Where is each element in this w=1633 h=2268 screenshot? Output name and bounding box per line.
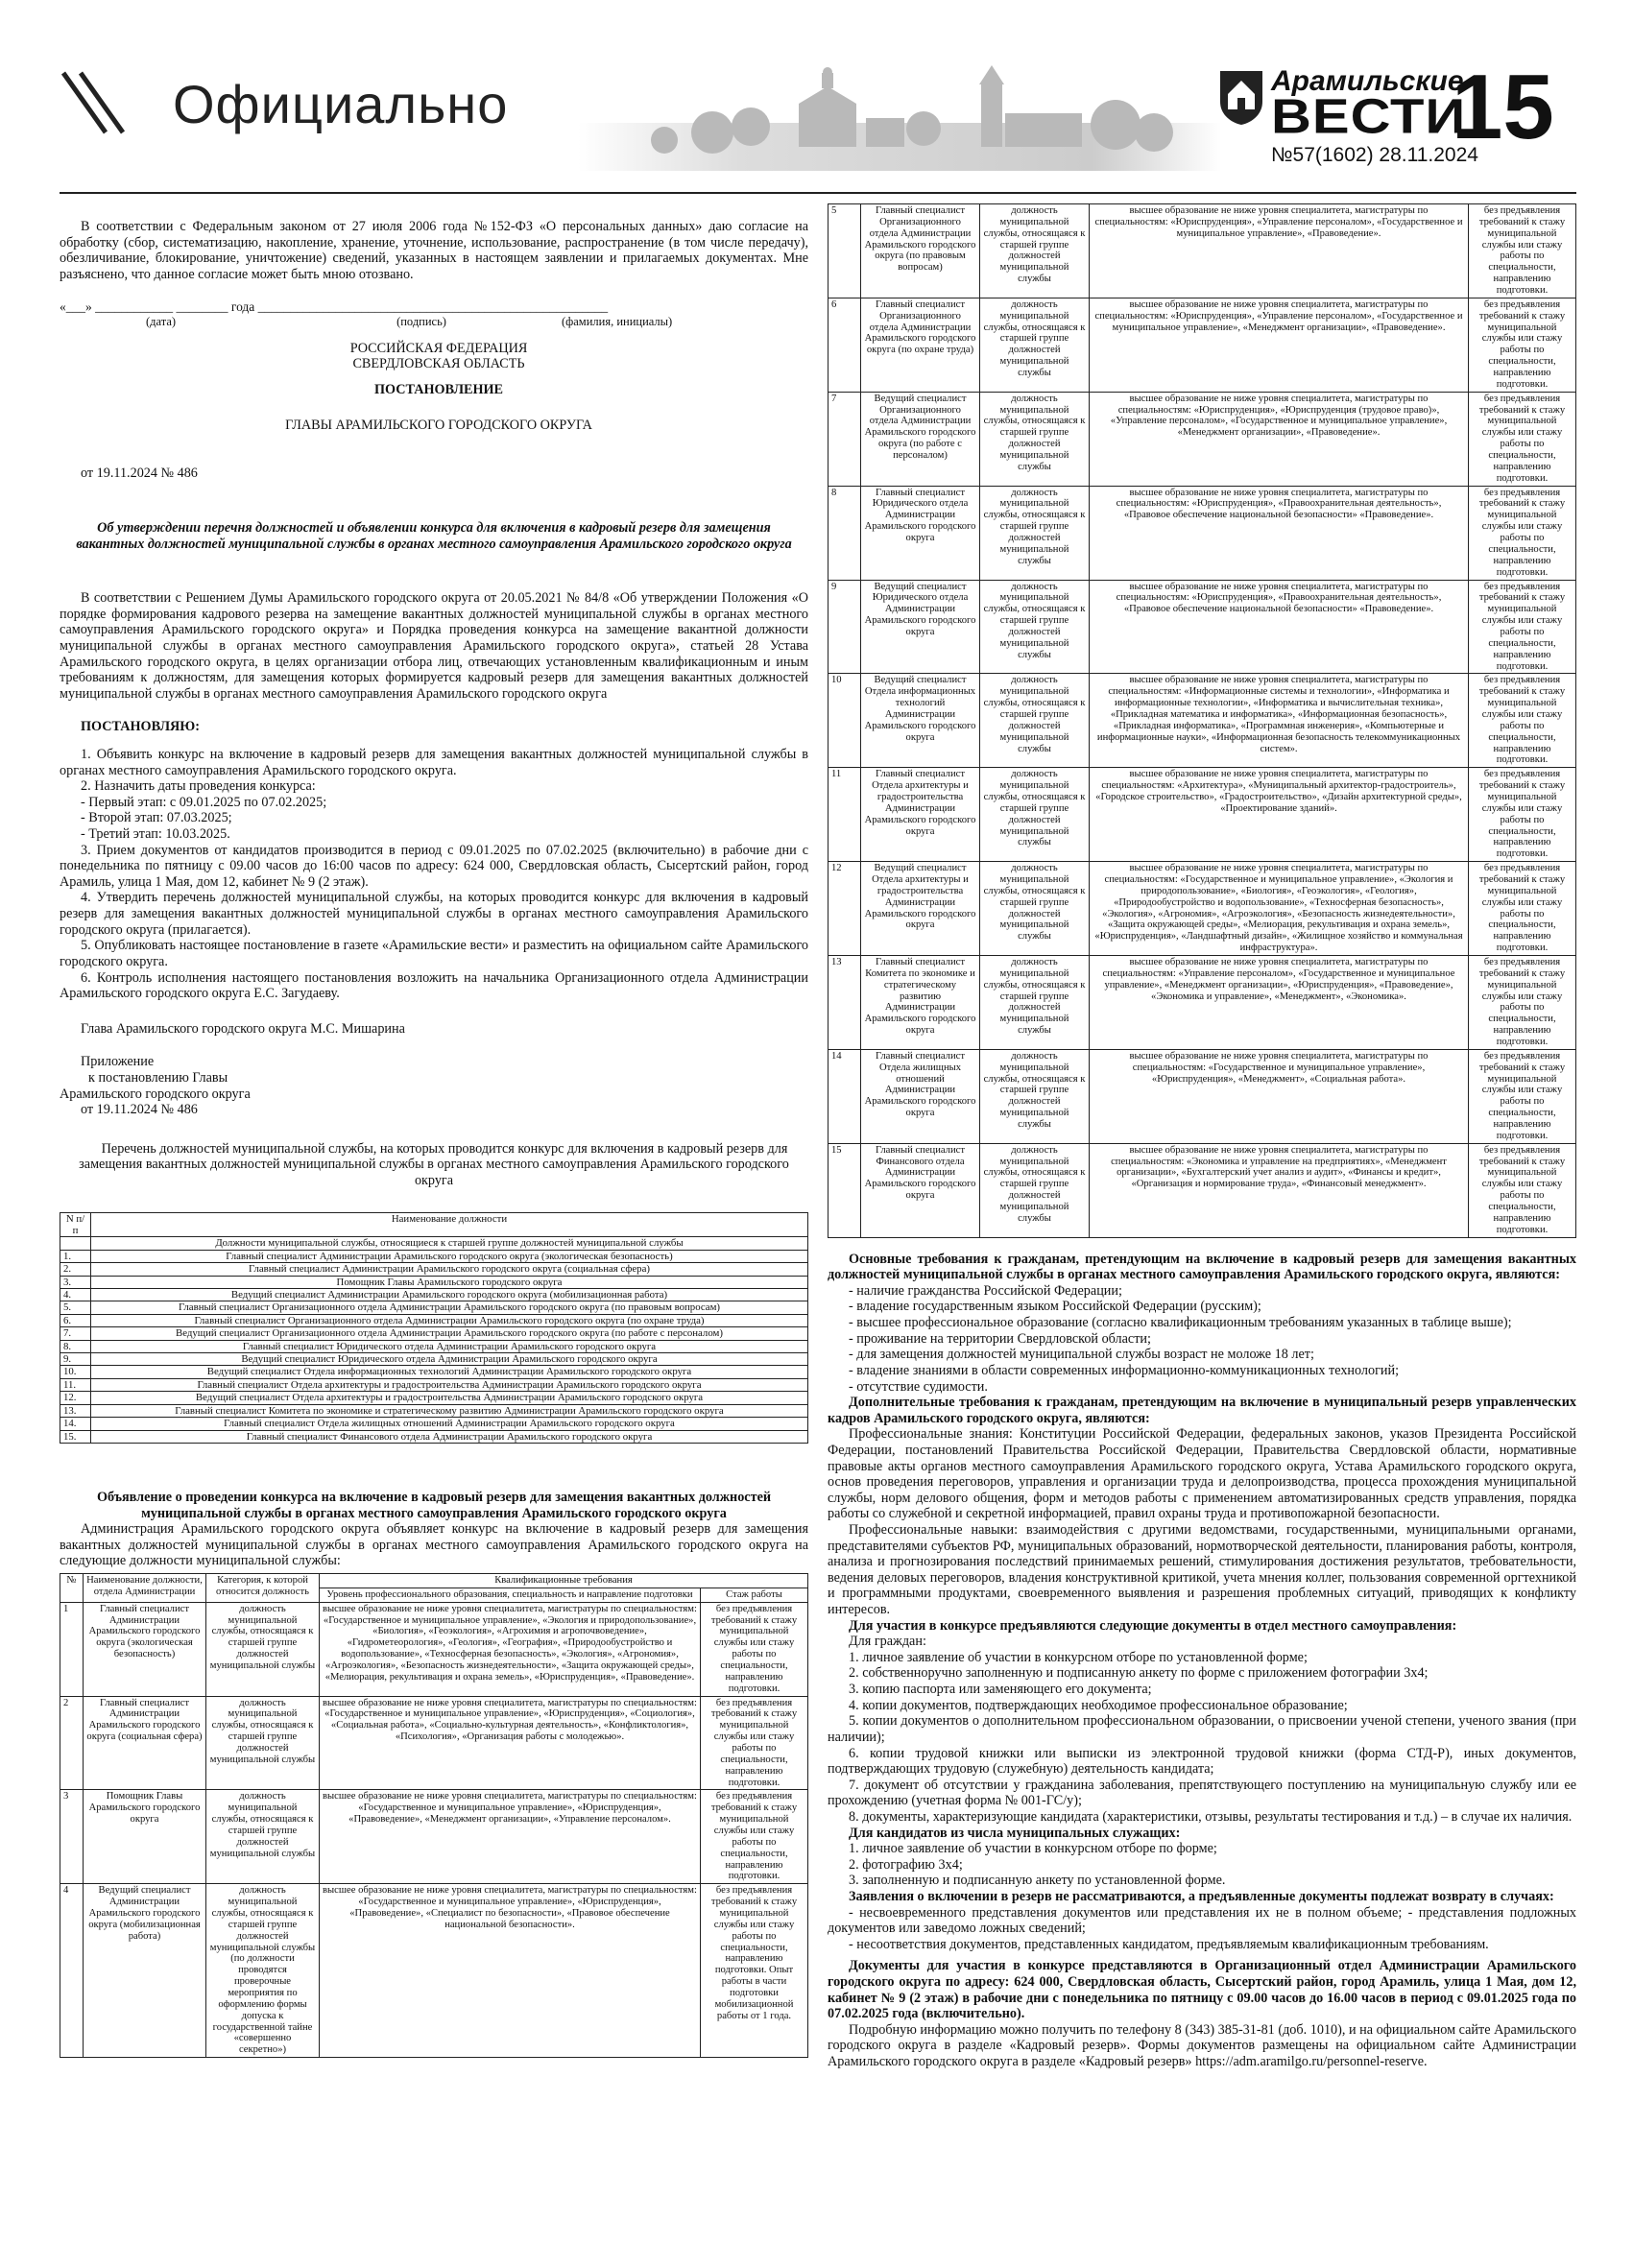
- row-num: 14.: [60, 1418, 91, 1430]
- row-experience: без предъявления требований к стажу муниципальной службы или стажу работы по специальности, направлению подготовки.: [1469, 956, 1576, 1050]
- row-position: Главный специалист Комитета по экономике и стратегическому развитию Администрации Арамильского городского округа: [861, 956, 980, 1050]
- row-education: высшее образование не ниже уровня специалитета, магистратуры по специальностям: «Информационные системы и технологии», «Информатика и информационные технологии», «Информатика и вычислительная техника», «Прикладная математика и информатика», «Информационная безопасность», «Прикладная информатика», «Программная инженерия», «Компьютерные и информационные науки», «Информационная безопасность телекоммуникационных систем».: [1090, 674, 1469, 768]
- h-num: №: [60, 1573, 84, 1602]
- row-position: Главный специалист Организационного отдела Администрации Арамильского городского округа (по правовым вопросам): [861, 204, 980, 298]
- row-education: высшее образование не ниже уровня специалитета, магистратуры по специальностям: «Государственное и муниципальное управление», «Юриспруденция», «Менеджмент», «Социальная работа».: [1090, 1049, 1469, 1143]
- basic-list: [828, 1283, 1576, 1395]
- appendix-line: Арамильского городского округа: [60, 1086, 251, 1102]
- appendix-line: от 19.11.2024 № 486: [81, 1102, 198, 1118]
- list-item: - несоответствия документов, представленных кандидатом, предъявляемым квалификационным требованиям.: [849, 1936, 1489, 1952]
- row-name: Главный специалист Отдела жилищных отношений Администрации Арамильского городского округа: [91, 1418, 808, 1430]
- table-row: [829, 674, 1576, 768]
- table-group-row: [60, 1237, 808, 1250]
- row-num: 14: [829, 1049, 861, 1143]
- masthead: [60, 46, 1576, 166]
- row-num: 5: [829, 204, 861, 298]
- h-exp: Стаж работы: [701, 1588, 808, 1602]
- decree-item: - Первый этап: с 09.01.2025 по 07.02.2025;: [81, 794, 327, 810]
- row-name: Главный специалист Организационного отдела Администрации Арамильского городского округа (по охране труда): [91, 1314, 808, 1326]
- row-num: 13.: [60, 1404, 91, 1417]
- table-row: [60, 1884, 808, 2058]
- table-header-row: [60, 1212, 808, 1237]
- row-category: должность муниципальной службы, относящаяся к старшей группе должностей муниципальной службы: [980, 298, 1090, 392]
- docs-title: Для участия в конкурсе предъявляются следующие документы в отдел местного самоуправления:: [849, 1617, 1457, 1634]
- row-num: 12: [829, 862, 861, 956]
- reject-title: Заявления о включении в резерв не рассматриваются, а предъявленные документы подлежат возврату в случаях:: [849, 1889, 1554, 1904]
- positions-table: [60, 1212, 808, 1444]
- table-row: [60, 1378, 808, 1391]
- slash-marks-icon: [60, 69, 127, 136]
- row-experience: без предъявления требований к стажу муниципальной службы или стажу работы по специальности, направлению подготовки.: [701, 1602, 808, 1696]
- row-num: 7: [829, 392, 861, 486]
- requirements-table-left: [60, 1573, 808, 2058]
- appendix: [60, 1054, 808, 1117]
- row-category: должность муниципальной службы, относящаяся к старшей группе должностей муниципальной службы: [980, 674, 1090, 768]
- row-name: Главный специалист Финансового отдела Администрации Арамильского городского округа: [91, 1430, 808, 1443]
- decree-item: 3. Прием документов от кандидатов производится в период с 09.01.2025 по 07.02.2025 (включительно) в рабочие дни с понедельника по пятницу с 09.00 часов до 16:00 часов по адресу: 624 000, Свердловская область, Сысертский район, город Арамиль, улица 1 Мая, дом 12, кабинет № 9 (2 этаж).: [60, 842, 808, 890]
- section-title: Официально: [173, 74, 509, 134]
- consent-text: В соответствии с Федеральным законом от 27 июля 2006 года №152-ФЗ «О персональных данных» даю согласие на обработку (сбор, систематизацию, накопление, хранение, уточнение, использование, распространение (в том числе передачу), обезличивание, блокирование, уничтожение) сведений, указанных в настоящем заявлении и прилагаемых документах. Мне разъяснено, что данное согласие может быть мною отозвано.: [60, 219, 808, 282]
- row-category: должность муниципальной службы, относящаяся к старшей группе должностей муниципальной службы: [980, 1049, 1090, 1143]
- row-name: Ведущий специалист Отдела архитектуры и градостроительства Администрации Арамильского городского округа: [91, 1392, 808, 1404]
- table-row: [60, 1289, 808, 1301]
- decree-item: - Третий этап: 10.03.2025.: [81, 826, 230, 843]
- table-row: [60, 1327, 808, 1340]
- signature: Глава Арамильского городского округа М.С. Мишарина: [81, 1020, 405, 1037]
- citizens-label: Для граждан:: [849, 1634, 926, 1650]
- list-item: 5. копии документов о дополнительном профессиональном образовании, о присвоении ученой степени, ученого звания (при наличии);: [828, 1713, 1576, 1745]
- decree-head: [60, 341, 693, 433]
- row-num: 5.: [60, 1301, 91, 1314]
- row-category: должность муниципальной службы, относящаяся к старшей группе должностей муниципальной службы: [980, 956, 1090, 1050]
- row-category: должность муниципальной службы, относящаяся к старшей группе должностей муниципальной службы: [206, 1696, 320, 1790]
- officials-list: [828, 1841, 1576, 1889]
- requirements-table-right: [828, 203, 1576, 1238]
- row-position: Ведущий специалист Отдела архитектуры и градостроительства Администрации Арамильского городского округа: [861, 862, 980, 956]
- table-row: [829, 580, 1576, 674]
- row-experience: без предъявления требований к стажу муниципальной службы или стажу работы по специальности, направлению подготовки.: [1469, 862, 1576, 956]
- row-num: 7.: [60, 1327, 91, 1340]
- row-name: Главный специалист Отдела архитектуры и градостроительства Администрации Арамильского городского округа: [91, 1378, 808, 1391]
- h-qual: Квалификационные требования: [320, 1573, 808, 1588]
- brand-top: Арамильские: [1271, 65, 1464, 97]
- announcement-intro: Администрация Арамильского городского округа объявляет конкурс на включение в кадровый резерв для замещения вакантных должностей муниципальной службы в органах местного самоуправления Арамильского городского округа на следующие должности муниципальной службы:: [60, 1521, 808, 1569]
- row-experience: без предъявления требований к стажу муниципальной службы или стажу работы по специальности, направлению подготовки. Опыт работы в части подготовки мобилизационной работы от 1 года.: [701, 1884, 808, 2058]
- row-education: высшее образование не ниже уровня специалитета, магистратуры по специальностям: «Экономика и управление на предприятиях», «Менеджмент организации», «Бухгалтерский учет анализ и аудит», «Финансы и кредит», «Организация и нормирование труда», «Финансовый менеджмент».: [1090, 1143, 1469, 1237]
- decree-item: 2. Назначить даты проведения конкурса:: [81, 778, 316, 795]
- row-name: Главный специалист Юридического отдела Администрации Арамильского городского округа: [91, 1340, 808, 1352]
- appendix-line: к постановлению Главы: [88, 1069, 228, 1086]
- row-position: Главный специалист Администрации Арамильского городского округа (социальная сфера): [84, 1696, 206, 1790]
- left-column: [60, 219, 808, 2058]
- row-num: 9: [829, 580, 861, 674]
- row-num: 13: [829, 956, 861, 1050]
- table-row: [829, 392, 1576, 486]
- table-row: [60, 1696, 808, 1790]
- decree-item: - Второй этап: 07.03.2025;: [81, 810, 232, 826]
- row-experience: без предъявления требований к стажу муниципальной службы или стажу работы по специальности, направлению подготовки.: [701, 1790, 808, 1884]
- decree-item: 4. Утвердить перечень должностей муниципальной службы, на которых проводится конкурс для включения в кадровый резерв для замещения вакантных должностей муниципальной службы в органах местного самоуправления Арамильского городского округа (прилагается).: [60, 890, 808, 938]
- row-category: должность муниципальной службы, относящаяся к старшей группе должностей муниципальной службы: [980, 486, 1090, 580]
- page-number: 15: [1452, 56, 1554, 158]
- row-num: 15: [829, 1143, 861, 1237]
- table-row: [829, 862, 1576, 956]
- h-name: Наименование должности, отдела Администрации: [84, 1573, 206, 1602]
- list-item: 8. документы, характеризующие кандидата (характеристики, отзывы, результаты тестирования и т.д.) – в случае их наличия.: [849, 1808, 1573, 1825]
- decree-items: [60, 747, 808, 1002]
- row-education: высшее образование не ниже уровня специалитета, магистратуры по специальностям: «Государственное и муниципальное управление», «Юриспруденция», «Правоведение», «Менеджмент организации», «Управление персоналом».: [320, 1790, 701, 1884]
- list-item: - для замещения должностей муниципальной службы возраст не моложе 18 лет;: [849, 1347, 1314, 1363]
- table-row: [829, 486, 1576, 580]
- col-name-header: Наименование должности: [91, 1212, 808, 1237]
- row-category: должность муниципальной службы, относящаяся к старшей группе должностей муниципальной службы: [980, 204, 1090, 298]
- row-education: высшее образование не ниже уровня специалитета, магистратуры по специальностям: «Государственное и муниципальное управление», «Юриспруденция», «Социология», «Социальная работа», «Социально-культурная деятельность», «Конфликтология», «Психология», «Организация работы с молодежью».: [320, 1696, 701, 1790]
- label-date: (дата): [146, 315, 177, 329]
- row-education: высшее образование не ниже уровня специалитета, магистратуры по специальностям: «Управление персоналом», «Государственное и муниципальное управление», «Менеджмент организации», «Юриспруденция», «Правоведение», «Экономика и управление», «Менеджмент», «Экономика».: [1090, 956, 1469, 1050]
- label-sign: (подпись): [396, 315, 446, 329]
- row-num: 8.: [60, 1340, 91, 1352]
- basic-title: Основные требования к гражданам, претендующим на включение в кадровый резерв для замещения вакантных должностей муниципальной службы в органах местного самоуправления Арамильского городского округа, являются:: [828, 1251, 1576, 1283]
- row-num: 6: [829, 298, 861, 392]
- extra-title: Дополнительные требования к гражданам, претендующим на включение в муниципальный резерв управленческих кадров Арамильского городского округа, являются:: [828, 1395, 1576, 1426]
- group-label: Должности муниципальной службы, относящиеся к старшей группе должностей муниципальной службы: [91, 1237, 808, 1250]
- row-name: Главный специалист Комитета по экономике и стратегическому развитию Администрации Арамильского городского округа: [91, 1404, 808, 1417]
- list-item: - владение государственным языком Российской Федерации (русским);: [849, 1299, 1261, 1315]
- list-item: - несвоевременного представления документов или представления их не в полном объеме; - представления подложных документов или заведомо ложных сведений;: [828, 1904, 1576, 1937]
- list-item: 1. личное заявление об участии в конкурсном отборе по форме;: [849, 1841, 1217, 1857]
- list-item: 2. собственноручно заполненную и подписанную анкету по форме с приложением фотографии 3х4;: [849, 1665, 1429, 1682]
- row-experience: без предъявления требований к стажу муниципальной службы или стажу работы по специальности, направлению подготовки.: [1469, 1143, 1576, 1237]
- row-category: должность муниципальной службы, относящаяся к старшей группе должностей муниципальной службы: [980, 580, 1090, 674]
- row-num: 4.: [60, 1289, 91, 1301]
- table-row: [829, 1049, 1576, 1143]
- row-name: Главный специалист Администрации Арамильского городского округа (социальная сфера): [91, 1263, 808, 1276]
- row-position: Главный специалист Отдела архитектуры и градостроительства Администрации Арамильского городского округа: [861, 768, 980, 862]
- list-item: - наличие гражданства Российской Федерации;: [849, 1282, 1122, 1299]
- contact-info: Подробную информацию можно получить по телефону 8 (343) 385-31-81 (доб. 1010), и на официальном сайте Арамильского городского округа в разделе «Кадровый резерв». Формы документов размещены на официальном сайте Администрации Арамильского городского округа в разделе «Кадровый резерв» https://adm.aramilgo.ru/personnel-reserve.: [828, 2021, 1576, 2070]
- table-row: [60, 1276, 808, 1288]
- row-name: Главный специалист Администрации Арамильского городского округа (экологическая безопасность): [91, 1250, 808, 1262]
- row-num: 11: [829, 768, 861, 862]
- row-experience: без предъявления требований к стажу муниципальной службы или стажу работы по специальности, направлению подготовки.: [1469, 204, 1576, 298]
- row-education: высшее образование не ниже уровня специалитета, магистратуры по специальностям: «Юриспруденция», «Юриспруденция (трудовое право)», «Управление персоналом», «Государственное и муниципальное управление», «Менеджмент организации», «Правоведение».: [1090, 392, 1469, 486]
- row-position: Главный специалист Отдела жилищных отношений Администрации Арамильского городского округа: [861, 1049, 980, 1143]
- row-name: Ведущий специалист Отдела информационных технологий Администрации Арамильского городского округа: [91, 1366, 808, 1378]
- preamble: В соответствии с Решением Думы Арамильского городского округа от 20.05.2021 № 84/8 «Об утверждении Положения «О порядке формирования кадрового резерва на замещение вакантных должностей муниципальной службы в органах местного самоуправления Арамильского городского округа» и Порядка проведения конкурса на замещение вакантной должности муниципальной службы в органах местного самоуправления Арамильского городского округа», статьей 28 Устава Арамильского городского округа, в целях организации отбора лиц, отвечающих установленным квалификационным и иным требованиям к должностям, для замещения которых формируется кадровый резерв для замещения вакантных должностей муниципальной службы в органах местного самоуправления Арамильского городского округа: [60, 590, 808, 702]
- brand-main: ВЕСТИ: [1271, 88, 1467, 145]
- row-name: Ведущий специалист Администрации Арамильского городского округа (мобилизационная работа): [91, 1289, 808, 1301]
- list-item: 4. копии документов, подтверждающих необходимое профессиональное образование;: [849, 1697, 1348, 1713]
- row-education: высшее образование не ниже уровня специалитета, магистратуры по специальностям: «Государственное и муниципальное управление», «Экология и природопользование», «Биология», «Геоэкология», «Геология», «Природообустройство и водопользование», «Техносферная безопасность», «Экология», «Агрономия», «Агроэкология», «Безопасность жизнедеятельности», «Защита окружающей среды», «Мелиорация, рекультивация и охрана земель», «Юриспруденция», «Ландшафтный дизайн», «Жилищное хозяйство и коммунальная инфраструктура».: [1090, 862, 1469, 956]
- row-num: 1: [60, 1602, 84, 1696]
- label-name: (фамилия, инициалы): [561, 315, 673, 329]
- row-position: Главный специалист Администрации Арамильского городского округа (экологическая безопасность): [84, 1602, 206, 1696]
- list-item: - высшее профессиональное образование (согласно квалификационным требованиям указанных в таблице выше);: [849, 1315, 1512, 1331]
- table-row: [60, 1353, 808, 1366]
- list-intro: Перечень должностей муниципальной службы, на которых проводится конкурс для включения в кадровый резерв для замещения вакантных должностей муниципальной службы в органах местного самоуправления Арамильского городского округа: [79, 1140, 789, 1188]
- row-name: Главный специалист Организационного отдела Администрации Арамильского городского округа (по правовым вопросам): [91, 1301, 808, 1314]
- row-education: высшее образование не ниже уровня специалитета, магистратуры по специальностям: «Юриспруденция», «Управление персоналом», «Государственное и муниципальное управление», «Менеджмент организации», «Правоведение».: [1090, 298, 1469, 392]
- list-item: - проживание на территории Свердловской области;: [849, 1330, 1151, 1347]
- row-num: 4: [60, 1884, 84, 2058]
- row-num: 1.: [60, 1250, 91, 1262]
- region: СВЕРДЛОВСКАЯ ОБЛАСТЬ: [352, 356, 525, 372]
- table-row: [60, 1404, 808, 1417]
- citizens-list: [828, 1650, 1576, 1826]
- list-item: 7. документ об отсутствии у гражданина заболевания, препятствующего поступлению на муниципальную службу или ее прохождению (учетная форма № 001-ГС/у);: [828, 1777, 1576, 1809]
- table-row: [60, 1366, 808, 1378]
- table-row: [829, 298, 1576, 392]
- row-category: должность муниципальной службы, относящаяся к старшей группе должностей муниципальной службы: [980, 1143, 1090, 1237]
- signature-labels: [60, 315, 808, 329]
- row-position: Ведущий специалист Отдела информационных технологий Администрации Арамильского городского округа: [861, 674, 980, 768]
- row-experience: без предъявления требований к стажу муниципальной службы или стажу работы по специальности, направлению подготовки.: [1469, 580, 1576, 674]
- town-skyline-illustration: [578, 65, 1221, 171]
- row-education: высшее образование не ниже уровня специалитета, магистратуры по специальностям: «Юриспруденция», «Правоохранительная деятельность», «Правовое обеспечение национальной безопасности» «Правоведение».: [1090, 580, 1469, 674]
- right-column: [828, 203, 1576, 2070]
- row-name: Помощник Главы Арамильского городского округа: [91, 1276, 808, 1288]
- resolve: ПОСТАНОВЛЯЮ:: [81, 719, 201, 735]
- skills: Профессиональные навыки: взаимодействия с другими ведомствами, государственными, муниципальными органами, представителями субъектов РФ, муниципальных образований, нормотворческой деятельности, планирования работы, контроля, анализа и прогнозирования последствий принимаемых решений, стимулирования достижения результатов, требовательности, ведения деловых переговоров, владения конструктивной критикой, учета мнения коллег, пользования современной оргтехникой и программными продуктами, своевременного выявления и разрешения проблемных ситуаций, приводящих к конфликту интересов.: [828, 1521, 1576, 1618]
- date-line: «___» ____________ ________ года ______________________________________________________: [60, 299, 609, 315]
- row-category: должность муниципальной службы, относящаяся к старшей группе должностей муниципальной службы: [980, 862, 1090, 956]
- row-position: Помощник Главы Арамильского городского округа: [84, 1790, 206, 1884]
- row-experience: без предъявления требований к стажу муниципальной службы или стажу работы по специальности, направлению подготовки.: [1469, 1049, 1576, 1143]
- row-num: 11.: [60, 1378, 91, 1391]
- row-education: высшее образование не ниже уровня специалитета, магистратуры по специальностям: «Архитектура», «Муниципальный архитектор-градостроитель», «Городское строительство», «Градостроительство», «Дизайн архитектурной среды», «Проектирование зданий».: [1090, 768, 1469, 862]
- row-num: 2: [60, 1696, 84, 1790]
- row-experience: без предъявления требований к стажу муниципальной службы или стажу работы по специальности, направлению подготовки.: [701, 1696, 808, 1790]
- header-rule: [60, 192, 1576, 194]
- row-category: должность муниципальной службы, относящаяся к старшей группе должностей муниципальной службы: [980, 392, 1090, 486]
- row-name: Ведущий специалист Организационного отдела Администрации Арамильского городского округа (по работе с персоналом): [91, 1327, 808, 1340]
- decree-date: от 19.11.2024 № 486: [81, 466, 198, 482]
- list-item: - владение знаниями в области современных информационно-коммуникационных технологий;: [849, 1362, 1400, 1378]
- row-experience: без предъявления требований к стажу муниципальной службы или стажу работы по специальности, направлению подготовки.: [1469, 298, 1576, 392]
- decree-item: 5. Опубликовать настоящее постановление в газете «Арамильские вести» и разместить на официальном сайте Арамильского городского округа.: [60, 938, 808, 969]
- row-num: 2.: [60, 1263, 91, 1276]
- row-category: должность муниципальной службы, относящаяся к старшей группе должностей муниципальной службы: [206, 1790, 320, 1884]
- row-num: 15.: [60, 1430, 91, 1443]
- decree-title: Об утверждении перечня должностей и объявлении конкурса для включения в кадровый резерв для замещения вакантных должностей муниципальной службы в органах местного самоуправления Арамильского городского округа: [76, 519, 792, 552]
- row-position: Главный специалист Финансового отдела Администрации Арамильского городского округа: [861, 1143, 980, 1237]
- row-experience: без предъявления требований к стажу муниципальной службы или стажу работы по специальности, направлению подготовки.: [1469, 486, 1576, 580]
- decree-item: 6. Контроль исполнения настоящего постановления возложить на начальника Организационного отдела Администрации Арамильского городского округа Е.С. Загудаеву.: [60, 969, 808, 1002]
- table-row: [829, 768, 1576, 862]
- row-num: 8: [829, 486, 861, 580]
- row-education: высшее образование не ниже уровня специалитета, магистратуры по специальностям: «Юриспруденция», «Управление персоналом», «Государственное и муниципальное управление», «Правоведение».: [1090, 204, 1469, 298]
- row-num: 10.: [60, 1366, 91, 1378]
- table-row: [829, 1143, 1576, 1237]
- row-education: высшее образование не ниже уровня специалитета, магистратуры по специальностям: «Государственное и муниципальное управление», «Экология и природопользование», «Биология», «Геоэкология», «Агрохимия и агропочвоведение», «Гидрометеорология», «Геология», «География», «Природообустройство и водопользование», «Техносферная безопасность», «Экология», «Агрономия», «Агроэкология», «Безопасность жизнедеятельности», «Защита окружающей среды», «Мелиорация, рекультивация и охрана земель», «Юриспруденция», «Правоведение».: [320, 1602, 701, 1696]
- list-item: 6. копии трудовой книжки или выписки из электронной трудовой книжки (форма СТД-Р), иных документов, подтверждающих трудовую (служебную) деятельность кандидата;: [828, 1745, 1576, 1778]
- table-row: [60, 1340, 808, 1352]
- row-num: 3: [60, 1790, 84, 1884]
- issue-number: №57(1602) 28.11.2024: [1271, 144, 1478, 166]
- submit-info: Документы для участия в конкурсе представляются в Организационный отдел Администрации Арамильского городского округа по адресу: 624 000, Свердловская область, Сысертский район, город Арамиль, улица 1 Мая, дом 12, кабинет № 9 (2 этаж) в рабочие дни с понедельника по пятницу с 09.00 часов до 16.00 часов в период с 09.01.2025 года по 07.02.2025 года (включительно).: [828, 1958, 1576, 2022]
- row-num: 12.: [60, 1392, 91, 1404]
- table-row: [60, 1250, 808, 1262]
- row-position: Ведущий специалист Организационного отдела Администрации Арамильского городского округа (по работе с персоналом): [861, 392, 980, 486]
- row-position: Ведущий специалист Юридического отдела Администрации Арамильского городского округа: [861, 580, 980, 674]
- list-item: - отсутствие судимости.: [849, 1378, 988, 1395]
- signature-line: [60, 299, 808, 315]
- appendix-line: Приложение: [81, 1054, 155, 1070]
- table-row: [829, 956, 1576, 1050]
- row-category: должность муниципальной службы, относящаяся к старшей группе должностей муниципальной службы: [980, 768, 1090, 862]
- table-row: [60, 1392, 808, 1404]
- decree-item: 1. Объявить конкурс на включение в кадровый резерв для замещения вакантных должностей муниципальной службы в органах местного самоуправления Арамильского городского округа.: [60, 746, 808, 778]
- table-row: [60, 1314, 808, 1326]
- table-row: [60, 1418, 808, 1430]
- announcement-title: Объявление о проведении конкурса на включение в кадровый резерв для замещения вакантных должностей муниципальной службы в органах местного самоуправления Арамильского городского округа: [96, 1489, 772, 1521]
- officials-label: Для кандидатов из числа муниципальных служащих:: [849, 1825, 1181, 1841]
- row-num: 9.: [60, 1353, 91, 1366]
- row-education: высшее образование не ниже уровня специалитета, магистратуры по специальностям: «Юриспруденция», «Правоохранительная деятельность», «Правовое обеспечение национальной безопасности» «Правоведение».: [1090, 486, 1469, 580]
- h-edu: Уровень профессионального образования, специальность и направление подготовки: [320, 1588, 701, 1602]
- knowledge: Профессиональные знания: Конституции Российской Федерации, федеральных законов, указов Президента Российской Федерации, постановлений Правительства Российской Федерации, Правительства Свердловской области, нормативные правовые акты органов местного самоуправления Арамильского городского округа, Устава Арамильского городского округа, основ проведения переговоров, управления и организации труда и делопроизводства, процесса прохождения муниципальной службы, норм делового общения, форм и методов работы с применением автоматизированных средств управления, порядка работы со служебной и секретной информацией, правил охраны труда и противопожарной безопасности.: [828, 1426, 1576, 1522]
- table-row: [60, 1301, 808, 1314]
- table-row: [829, 204, 1576, 298]
- table-row: [60, 1430, 808, 1443]
- table-row: [60, 1790, 808, 1884]
- list-item: 2. фотографию 3х4;: [849, 1856, 963, 1873]
- row-position: Главный специалист Юридического отдела Администрации Арамильского городского округа: [861, 486, 980, 580]
- crest-icon: [1216, 67, 1266, 127]
- doc-type: ПОСТАНОВЛЕНИЕ: [373, 382, 504, 398]
- row-position: Главный специалист Организационного отдела Администрации Арамильского городского округа (по охране труда): [861, 298, 980, 392]
- row-education: высшее образование не ниже уровня специалитета, магистратуры по специальностям: «Государственное и муниципальное управление», «Юриспруденция», «Правоведение», «Специалист по безопасности», «Правовое обеспечение национальной безопасности».: [320, 1884, 701, 2058]
- row-experience: без предъявления требований к стажу муниципальной службы или стажу работы по специальности, направлению подготовки.: [1469, 674, 1576, 768]
- list-item: 3. копию паспорта или заменяющего его документа;: [849, 1682, 1152, 1698]
- list-item: 3. заполненную и подписанную анкету по установленной форме.: [849, 1873, 1226, 1889]
- row-experience: без предъявления требований к стажу муниципальной службы или стажу работы по специальности, направлению подготовки.: [1469, 392, 1576, 486]
- table-row: [60, 1263, 808, 1276]
- row-num: 3.: [60, 1276, 91, 1288]
- row-experience: без предъявления требований к стажу муниципальной службы или стажу работы по специальности, направлению подготовки.: [1469, 768, 1576, 862]
- country: РОССИЙСКАЯ ФЕДЕРАЦИЯ: [349, 340, 528, 356]
- row-position: Ведущий специалист Администрации Арамильского городского округа (мобилизационная работа): [84, 1884, 206, 2058]
- h-cat: Категория, к которой относится должность: [206, 1573, 320, 1602]
- row-num: 6.: [60, 1314, 91, 1326]
- col-num-header: N п/п: [60, 1212, 91, 1237]
- list-item: 1. личное заявление об участии в конкурсном отборе по установленной форме;: [849, 1649, 1308, 1665]
- table-row: [60, 1602, 808, 1696]
- row-category: должность муниципальной службы, относящаяся к старшей группе должностей муниципальной службы: [206, 1602, 320, 1696]
- row-category: должность муниципальной службы, относящаяся к старшей группе должностей муниципальной службы (по должности проводятся проверочные мероприятия по оформлению формы допуска к государственной тайне «совершенно секретно»): [206, 1884, 320, 2058]
- table-header-row: [60, 1573, 808, 1588]
- row-num: 10: [829, 674, 861, 768]
- issuer: ГЛАВЫ АРАМИЛЬСКОГО ГОРОДСКОГО ОКРУГА: [285, 417, 592, 433]
- row-name: Ведущий специалист Юридического отдела Администрации Арамильского городского округа: [91, 1353, 808, 1366]
